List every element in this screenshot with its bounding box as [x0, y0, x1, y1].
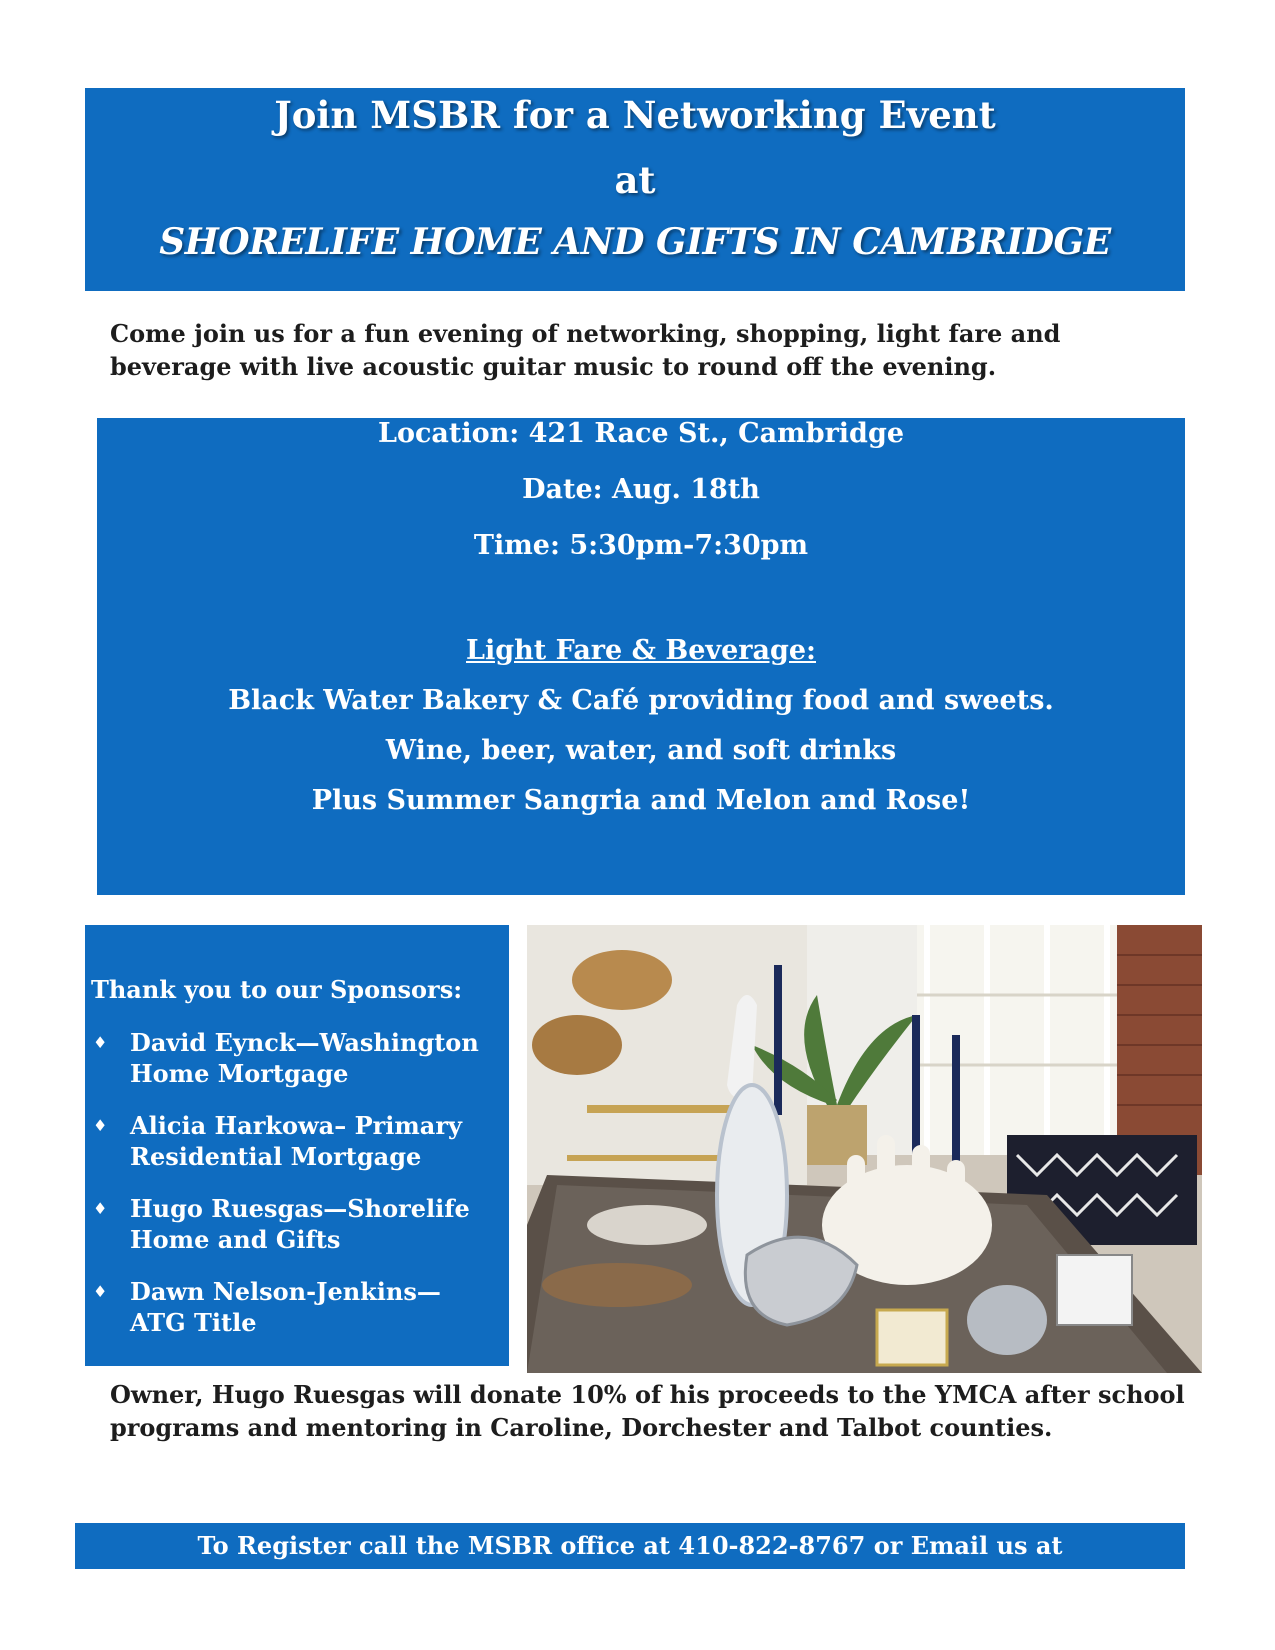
time-text: Time: 5:30pm-7:30pm — [473, 530, 809, 561]
sponsor-name: Dawn Nelson-Jenkins—ATG Title — [130, 1277, 441, 1337]
sponsors-title: Thank you to our Sponsors: — [91, 975, 463, 1004]
sponsor-item — [85, 1027, 490, 1089]
store-interior-photo — [527, 925, 1202, 1373]
event-details-box — [97, 418, 1185, 895]
header-at: at — [614, 158, 656, 202]
date-text: Date: Aug. 18th — [522, 474, 760, 505]
fare-line: Black Water Bakery & Café providing food and sweets. — [228, 685, 1054, 716]
header-banner — [85, 88, 1185, 291]
fare-line: Plus Summer Sangria and Melon and Rose! — [311, 785, 971, 816]
sponsor-item — [85, 1193, 490, 1255]
diamond-bullet-icon: ♦ — [93, 1282, 108, 1301]
sponsors-list — [85, 1027, 509, 1359]
fare-heading: Light Fare & Beverage: — [466, 635, 816, 666]
diamond-bullet-icon: ♦ — [93, 1116, 108, 1135]
sponsors-box — [85, 925, 509, 1366]
fare-line: Wine, beer, water, and soft drinks — [385, 735, 897, 766]
intro-paragraph: Come join us for a fun evening of networking, shopping, light fare and beverage with live acoustic guitar music to round off the evening. — [110, 319, 1061, 381]
owner-donation-paragraph: Owner, Hugo Ruesgas will donate 10% of his proceeds to the YMCA after school programs and mentoring in Caroline, Dorchester and Talbot counties. — [110, 1380, 1185, 1442]
sponsor-name: Alicia Harkowa– Primary Residential Mortgage — [130, 1111, 462, 1171]
header-venue: SHORELIFE HOME AND GIFTS IN CAMBRIDGE — [159, 221, 1111, 263]
sponsor-name: David Eynck—Washington Home Mortgage — [130, 1028, 479, 1088]
sponsor-item — [85, 1276, 490, 1338]
register-footer: To Register call the MSBR office at 410-822-8767 or Email us at info@msbrmd.com — [75, 1523, 1185, 1569]
diamond-bullet-icon: ♦ — [93, 1199, 108, 1218]
diamond-bullet-icon: ♦ — [93, 1033, 108, 1052]
location-text: Location: 421 Race St., Cambridge — [377, 418, 904, 449]
sponsor-name: Hugo Ruesgas—Shorelife Home and Gifts — [130, 1194, 470, 1254]
header-title: Join MSBR for a Networking Event — [274, 93, 996, 137]
sponsor-item — [85, 1110, 490, 1172]
